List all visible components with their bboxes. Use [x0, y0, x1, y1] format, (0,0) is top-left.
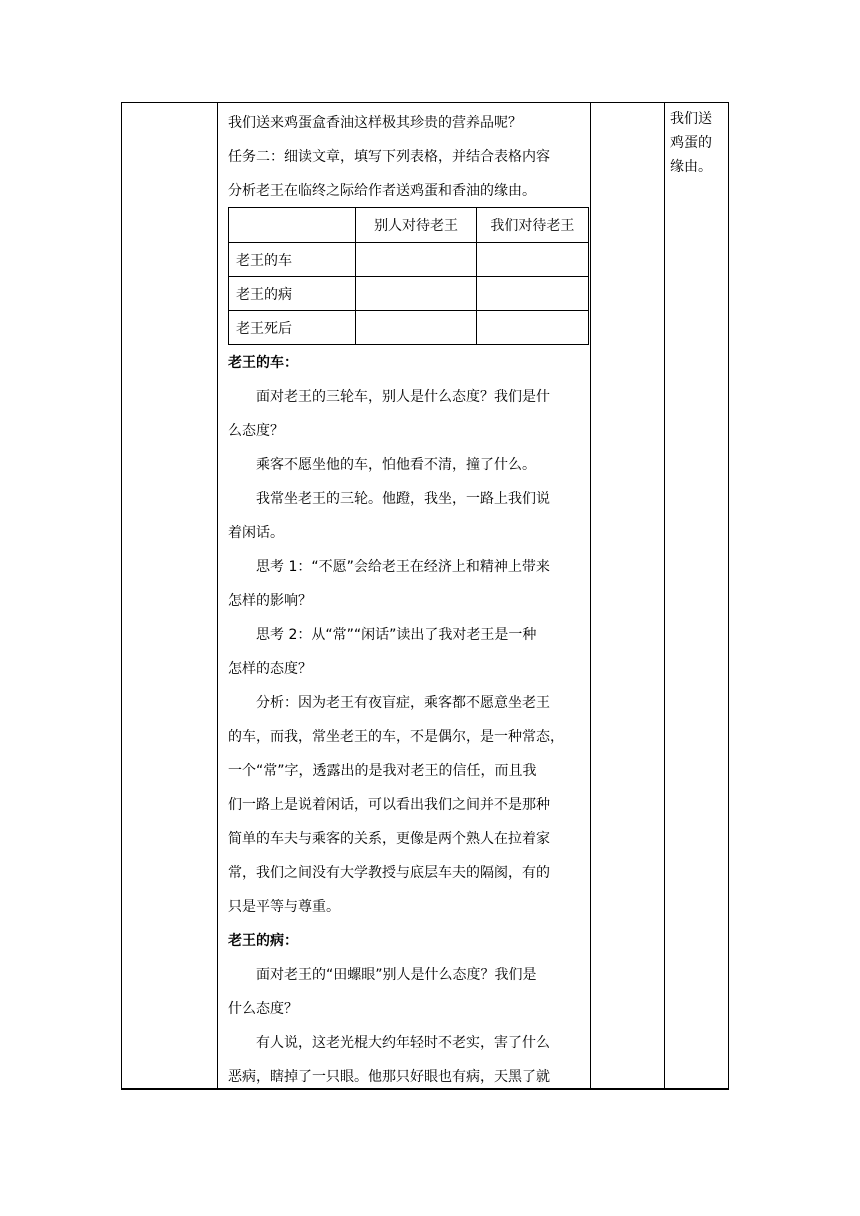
car-question-line1: 面对老王的三轮车，别人是什么态度？我们是什 — [256, 389, 550, 405]
column-divider-3 — [664, 103, 665, 1088]
ill-question-line1: 面对老王的“田螺眼”别人是什么态度？我们是 — [256, 967, 537, 983]
task2-line1: 任务二：细读文章，填写下列表格，并结合表格内容 — [228, 149, 550, 165]
car-quote-2b: 着闲话。 — [228, 525, 284, 541]
table-row — [229, 243, 589, 277]
table-header-cell: 我们对待老王 — [476, 208, 588, 243]
lesson-plan-table — [121, 102, 729, 1090]
car-quote-1: 乘客不愿坐他的车，怕他看不清，撞了什么。 — [256, 457, 536, 473]
table-cell — [356, 311, 476, 345]
car-heading: 老王的车： — [228, 355, 298, 371]
table-row-label: 老王死后 — [229, 311, 356, 345]
analysis-line: 简单的车夫与乘客的关系，更像是两个熟人在拉着家 — [228, 831, 550, 847]
analysis-line: 常，我们之间没有大学教授与底层车夫的隔阂，有的 — [228, 865, 550, 881]
ill-quote-line2: 恶病，瞎掉了一只眼。他那只好眼也有病，天黑了就 — [228, 1069, 550, 1085]
table-row-label: 老王的病 — [229, 277, 356, 311]
table-cell — [356, 243, 476, 277]
table-row-label: 老王的车 — [229, 243, 356, 277]
analysis-line: 一个“常”字，透露出的是我对老王的信任，而且我 — [228, 763, 537, 779]
table-cell — [476, 311, 588, 345]
table-header-cell: 别人对待老王 — [356, 208, 476, 243]
analysis-line: 们一路上是说着闲话，可以看出我们之间并不是那种 — [228, 797, 550, 813]
task2-line2: 分析老王在临终之际给作者送鸡蛋和香油的缘由。 — [228, 183, 536, 199]
table-header-row — [229, 208, 589, 243]
think1-line1: 思考 1：“不愿”会给老王在经济上和精神上带来 — [256, 559, 550, 575]
intro-tail: 我们送来鸡蛋盒香油这样极其珍贵的营养品呢？ — [228, 115, 522, 131]
table-header-cell — [229, 208, 356, 243]
design-intent-line: 鸡蛋的 — [670, 135, 712, 151]
ill-question-line2: 什么态度？ — [228, 1001, 298, 1017]
analysis-line: 只是平等与尊重。 — [228, 899, 340, 915]
table-row — [229, 277, 589, 311]
design-intent-cell — [670, 107, 728, 179]
teaching-content-cell — [218, 103, 591, 1088]
analysis-line: 的车，而我，常坐老王的车，不是偶尔，是一种常态， — [228, 729, 564, 745]
ill-heading: 老王的病： — [228, 933, 298, 949]
design-intent-line: 我们送 — [670, 111, 712, 127]
car-quote-2a: 我常坐老王的三轮。他蹬，我坐，一路上我们说 — [256, 491, 550, 507]
think2-line1: 思考 2：从“常”“闲话”读出了我对老王是一种 — [256, 627, 537, 643]
design-intent-line: 缘由。 — [670, 159, 712, 175]
table-cell — [476, 277, 588, 311]
comparison-table — [228, 207, 589, 345]
think2-line2: 怎样的态度？ — [228, 661, 312, 677]
car-question-line2: 么态度？ — [228, 423, 284, 439]
table-cell — [476, 243, 588, 277]
table-row — [229, 311, 589, 345]
analysis-line: 分析：因为老王有夜盲症，乘客都不愿意坐老王 — [256, 695, 550, 711]
ill-quote-line1: 有人说，这老光棍大约年轻时不老实，害了什么 — [256, 1035, 550, 1051]
think1-line2: 怎样的影响？ — [228, 593, 312, 609]
table-cell — [356, 277, 476, 311]
